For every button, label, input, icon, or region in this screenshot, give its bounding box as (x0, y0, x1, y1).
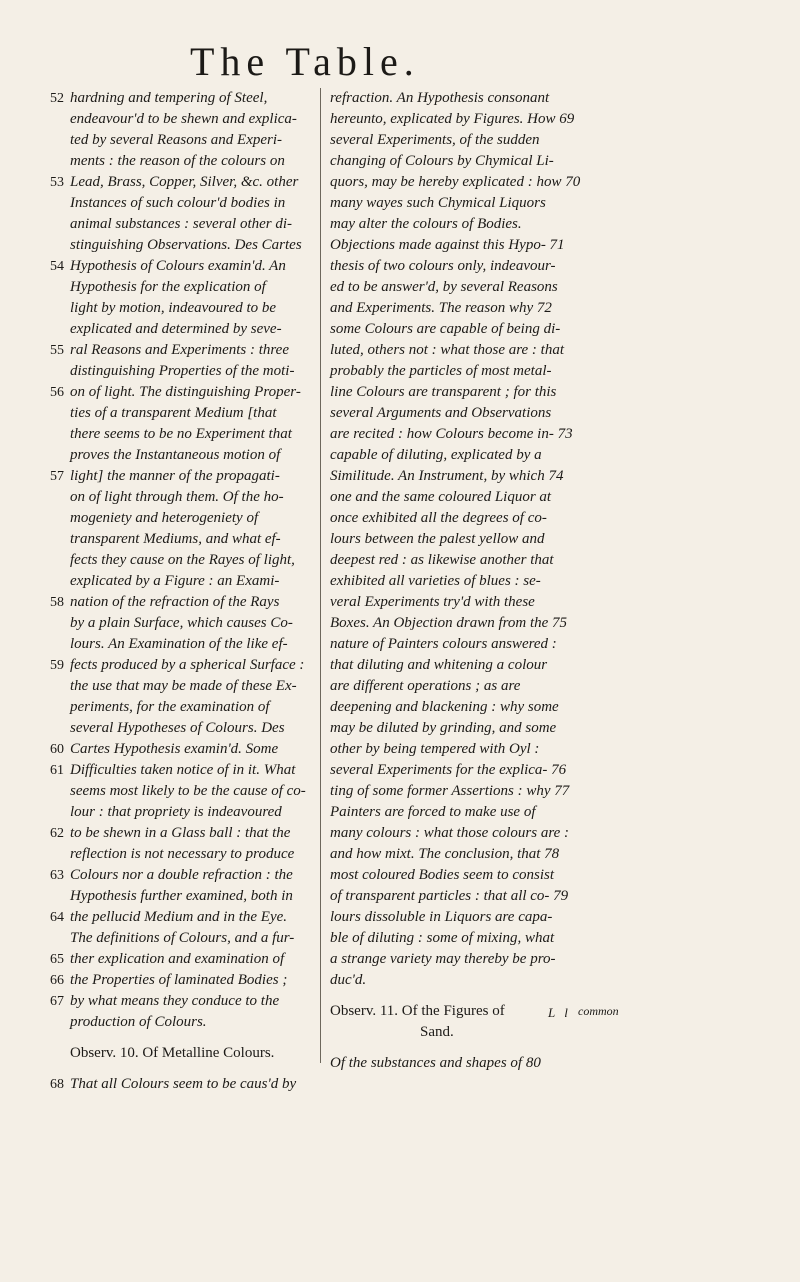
line-gap (50, 1064, 318, 1074)
entry-text: explicated by a Figure : an Exami- (70, 573, 280, 589)
entry-text: mogeniety and heterogeniety of (70, 510, 259, 526)
table-entry-line (50, 823, 318, 844)
table-entry-line (50, 865, 318, 886)
entry-text: exhibited all varieties of blues : se- (330, 573, 541, 589)
entry-text: Instances of such colour'd bodies in (70, 195, 286, 211)
entry-text: most coloured Bodies seem to consist (330, 867, 554, 883)
page-number: 53 (50, 175, 64, 190)
table-entry-line (50, 781, 318, 802)
entry-text: animal substances : several other di- (70, 216, 293, 232)
table-entry-line (50, 907, 318, 928)
table-entry-line (330, 340, 608, 361)
table-entry-line (50, 298, 318, 319)
entry-text: Painters are forced to make use of (330, 804, 536, 820)
entry-text: Hypothesis further examined, both in (70, 888, 293, 904)
entry-text: there seems to be no Experiment that (70, 426, 292, 442)
page-number: 54 (50, 259, 64, 274)
entry-text: other by being tempered with Oyl : (330, 741, 540, 757)
table-entry-line (330, 277, 608, 298)
table-entry-line (330, 634, 608, 655)
entry-text: distinguishing Properties of the moti- (70, 363, 295, 379)
entry-text: Hypothesis for the explication of (70, 279, 266, 295)
page-number: 68 (50, 1077, 64, 1092)
table-entry-line (330, 886, 608, 907)
page-number: 57 (50, 469, 64, 484)
table-entry-line (50, 1012, 318, 1033)
entry-text: ble of diluting : some of mixing, what (330, 930, 555, 946)
table-entry-line (330, 928, 608, 949)
line-gap (330, 991, 608, 1001)
table-entry-line (330, 445, 608, 466)
entry-text: line Colours are transparent ; for this (330, 384, 557, 400)
entry-text: Difficulties taken notice of in it. What (70, 762, 296, 778)
entry-text: light] the manner of the propagati- (70, 468, 280, 484)
table-entry-line (50, 235, 318, 256)
table-entry-line (50, 193, 318, 214)
entry-text: on of light through them. Of the ho- (70, 489, 284, 505)
entry-text: may be diluted by grinding, and some (330, 720, 557, 736)
entry-text: Cartes Hypothesis examin'd. Some (70, 741, 279, 757)
page-number: 56 (50, 385, 64, 400)
entry-text: fects they cause on the Rayes of light, (70, 552, 295, 568)
entry-text: lours dissoluble in Liquors are capa- (330, 909, 553, 925)
table-entry-line (330, 571, 608, 592)
entry-text: several Experiments for the explica- 76 (330, 762, 567, 778)
entry-text: ments : the reason of the colours on (70, 153, 285, 169)
entry-text: Objections made against this Hypo- 71 (330, 237, 565, 253)
table-entry-line (50, 550, 318, 571)
table-entry-line (330, 193, 608, 214)
entry-text: ted by several Reasons and Experi- (70, 132, 283, 148)
table-entry-line (330, 970, 608, 991)
table-entry-line (50, 487, 318, 508)
table-entry-line (330, 319, 608, 340)
table-entry-line (330, 613, 608, 634)
table-entry-line (50, 571, 318, 592)
table-entry-line (50, 382, 318, 403)
table-entry-line (50, 214, 318, 235)
entry-text: to be shewn in a Glass ball : that the (70, 825, 291, 841)
entry-text: some Colours are capable of being di- (330, 321, 561, 337)
table-entry-line (50, 697, 318, 718)
entry-text: proves the Instantaneous motion of (70, 447, 281, 463)
entry-text: may alter the colours of Bodies. (330, 216, 522, 232)
table-entry-line (50, 949, 318, 970)
table-entry-line (50, 529, 318, 550)
catchword: common (578, 1004, 619, 1018)
entry-text: ral Reasons and Experiments : three (70, 342, 289, 358)
entry-text: Colours nor a double refraction : the (70, 867, 293, 883)
entry-text: light by motion, indeavoured to be (70, 300, 277, 316)
table-entry-line (50, 151, 318, 172)
table-entry-line (50, 424, 318, 445)
entry-text: seems most likely to be the cause of co- (70, 783, 306, 799)
table-entry-line (50, 655, 318, 676)
table-entry-line (330, 214, 608, 235)
table-entry-line (330, 235, 608, 256)
entry-text: many colours : what those colours are : (330, 825, 570, 841)
entry-text: veral Experiments try'd with these (330, 594, 535, 610)
table-entry-line (50, 466, 318, 487)
signature-mark: L l (548, 1005, 571, 1020)
entry-text: explicated and determined by seve- (70, 321, 282, 337)
entry-text: That all Colours seem to be caus'd by (70, 1076, 297, 1092)
entry-text: Similitude. An Instrument, by which 74 (330, 468, 564, 484)
table-entry-line (330, 529, 608, 550)
table-entry-line (330, 88, 608, 109)
table-entry-line (50, 592, 318, 613)
entry-text: deepest red : as likewise another that (330, 552, 554, 568)
page-number: 55 (50, 343, 64, 358)
entry-text: transparent Mediums, and what ef- (70, 531, 281, 547)
table-entry-line (330, 760, 608, 781)
entry-text: Observ. 10. Of Metalline Colours. (70, 1045, 275, 1061)
entry-text: probably the particles of most metal- (330, 363, 552, 379)
entry-text: Boxes. An Objection drawn from the 75 (330, 615, 568, 631)
page-number: 63 (50, 868, 64, 883)
table-entry-line (50, 676, 318, 697)
table-entry-line (50, 1043, 318, 1064)
right-column (330, 88, 608, 1074)
table-entry-line (50, 172, 318, 193)
entry-text: the Properties of laminated Bodies ; (70, 972, 288, 988)
entry-text: hardning and tempering of Steel, (70, 90, 268, 106)
entry-text: several Hypotheses of Colours. Des (70, 720, 285, 736)
entry-text: several Arguments and Observations (330, 405, 552, 421)
table-entry-line (50, 970, 318, 991)
table-entry-line (50, 109, 318, 130)
table-entry-line (50, 445, 318, 466)
table-entry-line (50, 844, 318, 865)
column-rule (320, 88, 321, 1063)
entry-text: luted, others not : what those are : that (330, 342, 565, 358)
table-entry-line (50, 277, 318, 298)
page-number: 65 (50, 952, 64, 967)
table-entry-line (330, 676, 608, 697)
entry-text: of transparent particles : that all co- 79 (330, 888, 569, 904)
entry-text: ther explication and examination of (70, 951, 285, 967)
table-entry-line (330, 424, 608, 445)
entry-text: ties of a transparent Medium [that (70, 405, 277, 421)
table-entry-line (330, 403, 608, 424)
entry-text: Hypothesis of Colours examin'd. An (70, 258, 286, 274)
entry-text: are different operations ; as are (330, 678, 521, 694)
table-entry-line (50, 319, 318, 340)
table-entry-line (330, 298, 608, 319)
table-entry-line (50, 991, 318, 1012)
table-entry-line (330, 655, 608, 676)
entry-text: that diluting and whitening a colour (330, 657, 548, 673)
page-number: 61 (50, 763, 64, 778)
entry-text: fects produced by a spherical Surface : (70, 657, 305, 673)
table-entry-line (330, 151, 608, 172)
page-number: 64 (50, 910, 64, 925)
table-entry-line (50, 1074, 318, 1095)
table-entry-line (330, 907, 608, 928)
table-entry-line (330, 508, 608, 529)
entry-text: reflection is not necessary to produce (70, 846, 295, 862)
entry-text: deepening and blackening : why some (330, 699, 559, 715)
line-gap (50, 1033, 318, 1043)
table-entry-line (50, 613, 318, 634)
page-number: 66 (50, 973, 64, 988)
entry-text: periments, for the examination of (70, 699, 270, 715)
entry-text: capable of diluting, explicated by a (330, 447, 542, 463)
entry-text: many wayes such Chymical Liquors (330, 195, 546, 211)
table-entry-line (50, 928, 318, 949)
table-entry-line (330, 172, 608, 193)
table-entry-line (330, 949, 608, 970)
entry-text: ed to be answer'd, by several Reasons (330, 279, 558, 295)
table-entry-line (50, 88, 318, 109)
table-entry-line (330, 739, 608, 760)
entry-text: ting of some former Assertions : why 77 (330, 783, 570, 799)
entry-text: refraction. An Hypothesis consonant (330, 90, 550, 106)
table-entry-line (330, 844, 608, 865)
table-entry-line (50, 130, 318, 151)
table-entry-line (330, 718, 608, 739)
entry-text: one and the same coloured Liquor at (330, 489, 552, 505)
page-number: 62 (50, 826, 64, 841)
line-gap (330, 1043, 608, 1053)
page-number: 67 (50, 994, 64, 1009)
entry-text: a strange variety may thereby be pro- (330, 951, 556, 967)
entry-text: nation of the refraction of the Rays (70, 594, 280, 610)
table-entry-line (50, 340, 318, 361)
table-entry-line (50, 256, 318, 277)
page-number: 52 (50, 91, 64, 106)
page-number: 58 (50, 595, 64, 610)
left-column (50, 88, 318, 1095)
table-entry-line (50, 508, 318, 529)
table-entry-line (330, 361, 608, 382)
entry-text: several Experiments, of the sudden (330, 132, 540, 148)
entry-text: production of Colours. (70, 1014, 207, 1030)
table-entry-line (330, 1053, 608, 1074)
entry-text: lour : that propriety is indeavoured (70, 804, 282, 820)
table-entry-line (330, 865, 608, 886)
entry-text: by what means they conduce to the (70, 993, 280, 1009)
table-entry-line (330, 592, 608, 613)
table-entry-line (50, 718, 318, 739)
table-entry-line (50, 403, 318, 424)
entry-text: endeavour'd to be shewn and explica- (70, 111, 297, 127)
entry-text: quors, may be hereby explicated : how 70 (330, 174, 581, 190)
entry-text: lours. An Examination of the like ef- (70, 636, 288, 652)
entry-text: Observ. 11. Of the Figures of (330, 1003, 505, 1019)
entry-text: are recited : how Colours become in- 73 (330, 426, 573, 442)
table-entry-line (330, 823, 608, 844)
table-entry-line (50, 886, 318, 907)
table-entry-line (50, 634, 318, 655)
table-entry-line (330, 697, 608, 718)
table-entry-line (50, 361, 318, 382)
page-number: 60 (50, 742, 64, 757)
entry-text: changing of Colours by Chymical Li- (330, 153, 554, 169)
table-entry-line (330, 781, 608, 802)
table-entry-line (330, 1022, 608, 1043)
table-entry-line (330, 802, 608, 823)
table-entry-line (330, 382, 608, 403)
table-entry-line (50, 739, 318, 760)
table-entry-line (330, 466, 608, 487)
running-head: The Table. (190, 39, 420, 84)
table-entry-line (330, 109, 608, 130)
entry-text: thesis of two colours only, indeavour- (330, 258, 556, 274)
entry-text: Lead, Brass, Copper, Silver, &c. other (70, 174, 299, 190)
entry-text: nature of Painters colours answered : (330, 636, 557, 652)
table-entry-line (330, 130, 608, 151)
entry-text: and Experiments. The reason why 72 (330, 300, 552, 316)
page-number: 59 (50, 658, 64, 673)
table-entry-line (330, 256, 608, 277)
entry-text: and how mixt. The conclusion, that 78 (330, 846, 560, 862)
entry-text: lours between the palest yellow and (330, 531, 545, 547)
entry-text: The definitions of Colours, and a fur- (70, 930, 295, 946)
table-entry-line (50, 802, 318, 823)
table-entry-line (330, 487, 608, 508)
table-entry-line (330, 550, 608, 571)
entry-text: Of the substances and shapes of 80 (330, 1055, 541, 1071)
entry-text: duc'd. (330, 972, 367, 988)
entry-text: hereunto, explicated by Figures. How 69 (330, 111, 575, 127)
entry-text: stinguishing Observations. Des Cartes (70, 237, 302, 253)
entry-text: the use that may be made of these Ex- (70, 678, 297, 694)
entry-text: Sand. (420, 1024, 454, 1040)
entry-text: the pellucid Medium and in the Eye. (70, 909, 288, 925)
entry-text: by a plain Surface, which causes Co- (70, 615, 293, 631)
entry-text: on of light. The distinguishing Proper- (70, 384, 301, 400)
table-entry-line (50, 760, 318, 781)
entry-text: once exhibited all the degrees of co- (330, 510, 547, 526)
